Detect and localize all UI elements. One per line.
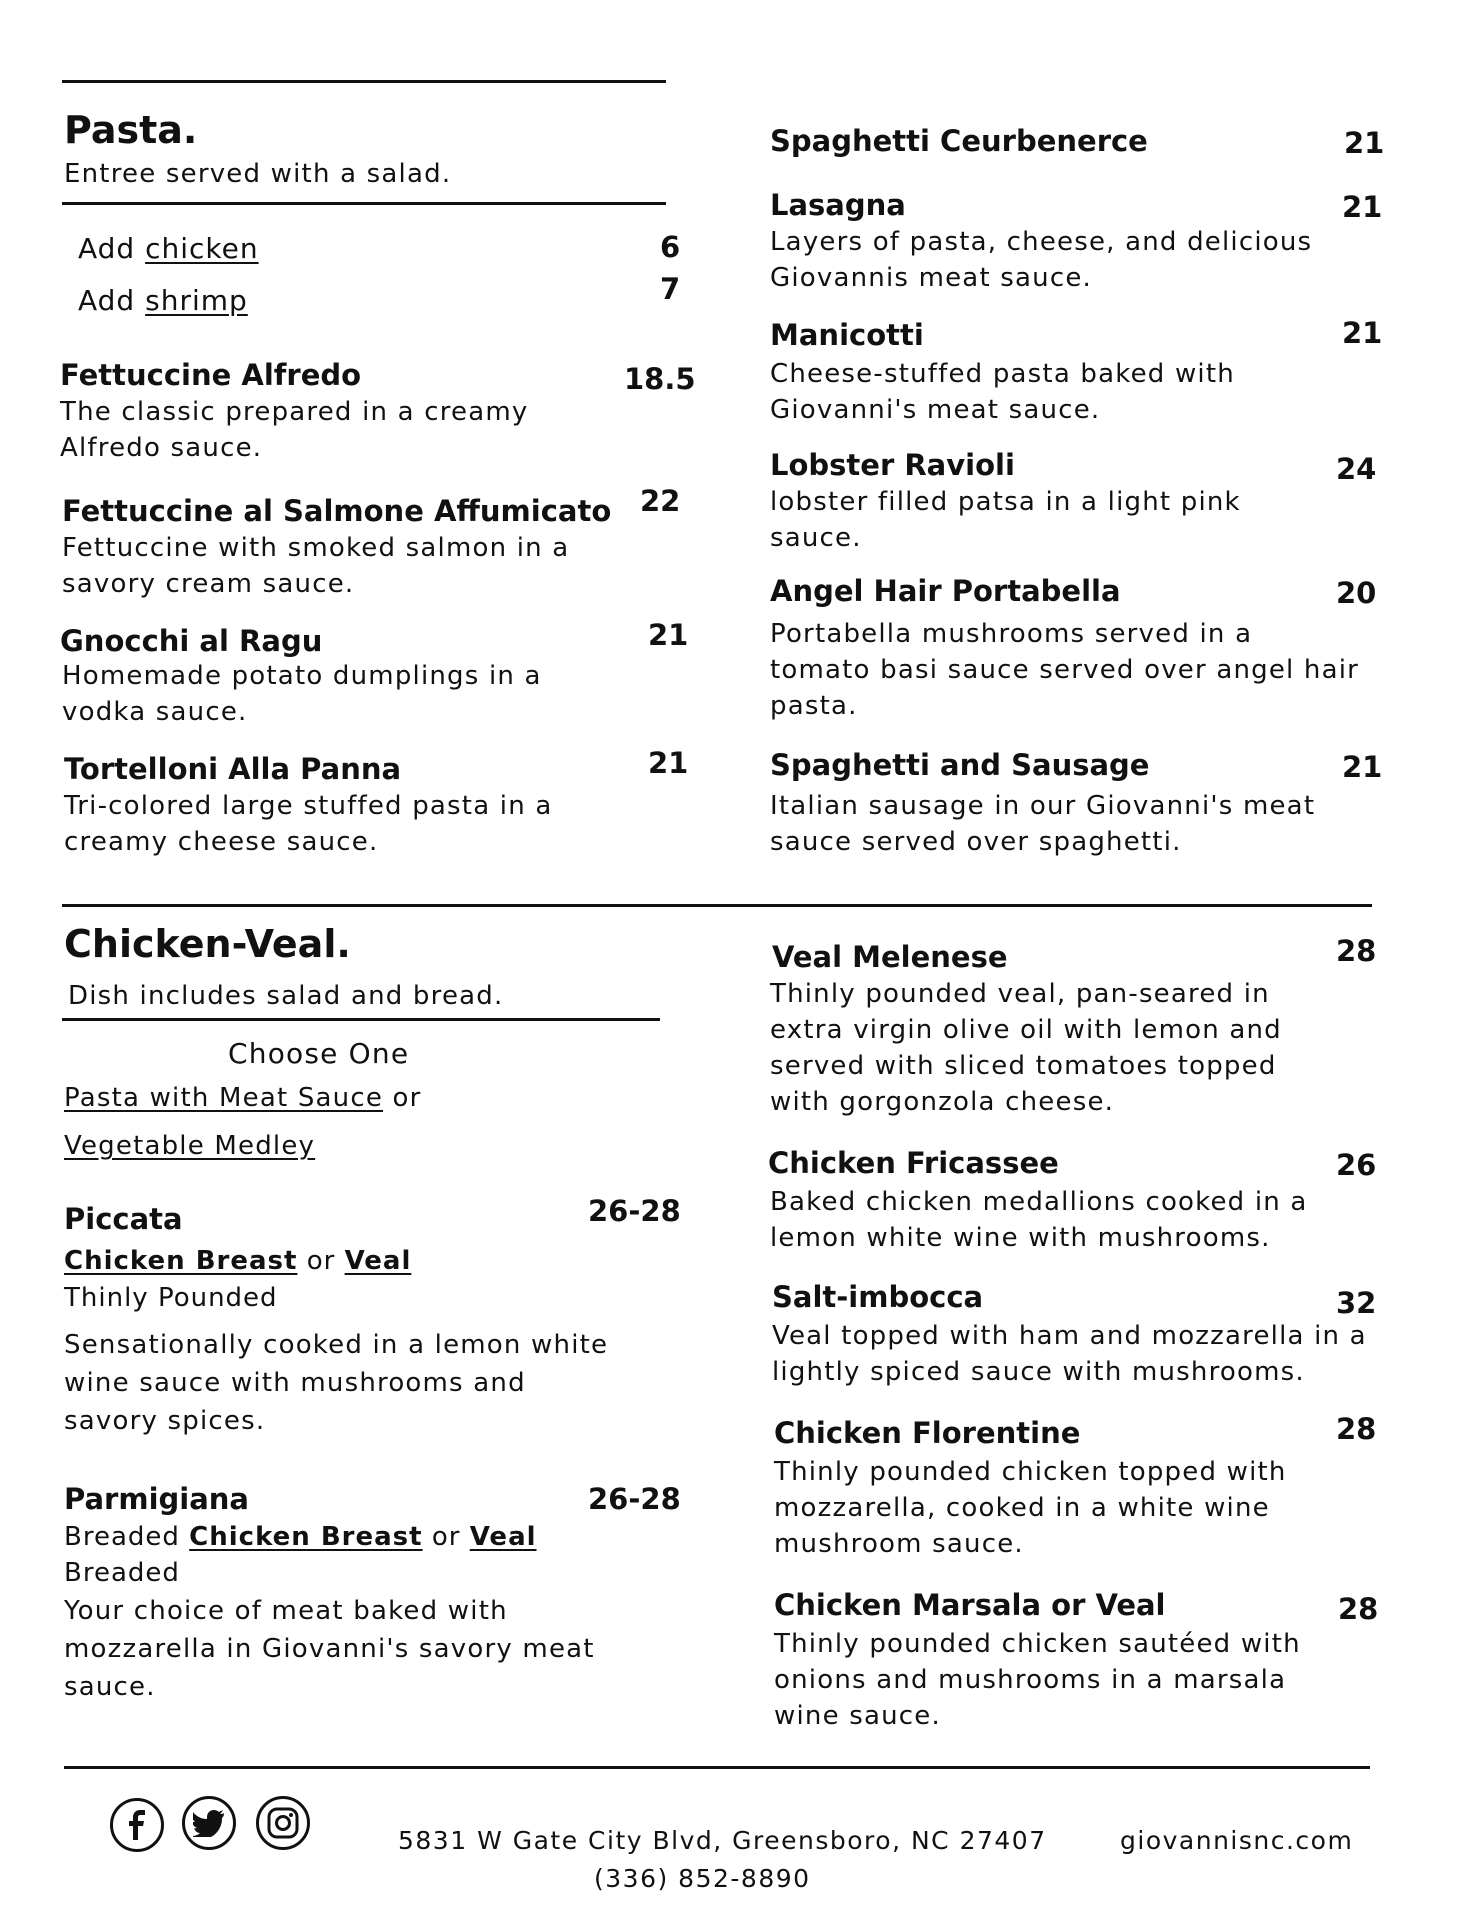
menu-item-desc: Veal topped with ham and mozzarella in a lightly spiced sauce with mushrooms. [772, 1321, 1367, 1387]
chicken-veal-section-title: Chicken-Veal. [64, 922, 351, 966]
menu-item-name: Lobster Ravioli [770, 448, 1015, 482]
menu-item-desc: Sensationally cooked in a lemon white wine sauce with mushrooms and savory spices. [64, 1330, 609, 1436]
menu-item-name: Chicken Fricassee [768, 1146, 1059, 1180]
menu-item-name: Spaghetti and Sausage [770, 748, 1150, 782]
addon-prefix: Add [78, 284, 146, 317]
addon-shrimp [78, 284, 248, 318]
footer-website[interactable]: giovannisnc.com [1120, 1826, 1354, 1855]
twitter-glyph [193, 1809, 225, 1837]
menu-item-price: 21 [648, 618, 689, 652]
menu-item-price: 24 [1336, 452, 1377, 486]
parmigiana-note: Breaded [64, 1558, 180, 1588]
menu-item-name: Veal Melenese [772, 940, 1008, 974]
addon-item: shrimp [145, 284, 248, 317]
side-choice-vegetable [64, 1130, 315, 1162]
instagram-icon[interactable] [256, 1796, 310, 1850]
menu-item-name: Piccata [64, 1202, 183, 1236]
menu-item-price: 28 [1338, 1592, 1379, 1626]
menu-item-name: Tortelloni Alla Panna [64, 752, 402, 786]
menu-item-name: Parmigiana [64, 1482, 249, 1516]
menu-item-desc: The classic prepared in a creamy Alfredo sauce. [60, 397, 529, 463]
menu-item-price: 21 [1342, 190, 1383, 224]
footer-phone: (336) 852-8890 [594, 1864, 811, 1893]
menu-item-desc: Baked chicken medallions cooked in a lemon white wine with mushrooms. [770, 1187, 1308, 1253]
menu-item-desc: Layers of pasta, cheese, and delicious Giovannis meat sauce. [770, 227, 1313, 293]
facebook-icon[interactable] [110, 1798, 164, 1852]
instagram-glyph [267, 1807, 299, 1839]
menu-item-name: Angel Hair Portabella [770, 574, 1121, 608]
variant-veal: Veal [344, 1246, 412, 1276]
choose-one-label: Choose One [228, 1037, 410, 1070]
menu-item-price: 28 [1336, 934, 1377, 968]
piccata-note: Thinly Pounded [64, 1283, 278, 1313]
menu-item-desc: Thinly pounded chicken topped with mozzarella, cooked in a white wine mushroom sauce. [774, 1457, 1287, 1559]
menu-item-price: 21 [648, 746, 689, 780]
menu-item-desc: Your choice of meat baked with mozzarella in Giovanni's savory meat sauce. [64, 1596, 595, 1702]
menu-item-price: 21 [1342, 316, 1383, 350]
side-choice-vegetable-text: Vegetable Medley [64, 1131, 316, 1161]
parmigiana-variant [64, 1520, 537, 1554]
footer-divider [64, 1766, 1370, 1769]
menu-item-name: Spaghetti Ceurbenerce [770, 124, 1148, 158]
menu-item-desc: Portabella mushrooms served in a tomato basi sauce served over angel hair pasta. [770, 619, 1360, 721]
menu-item-price: 32 [1336, 1286, 1377, 1320]
chicken-veal-subtitle: Dish includes salad and bread. [68, 981, 504, 1011]
menu-item-name: Lasagna [770, 188, 906, 222]
menu-item-price: 21 [1342, 750, 1383, 784]
addon-prefix: Add [78, 232, 146, 265]
menu-item-desc: Tri-colored large stuffed pasta in a creamy cheese sauce. [64, 791, 553, 857]
addon-shrimp-price: 7 [660, 272, 681, 306]
menu-item-name: Salt-imbocca [772, 1280, 984, 1314]
menu-item-price: 26 [1336, 1148, 1377, 1182]
menu-item-price: 18.5 [624, 362, 696, 396]
variant-chicken: Chicken Breast [64, 1246, 298, 1276]
addon-item: chicken [145, 232, 259, 265]
menu-item-price: 28 [1336, 1412, 1377, 1446]
facebook-glyph [124, 1810, 150, 1840]
variant-or: or [422, 1522, 470, 1552]
menu-item-name: Chicken Florentine [774, 1416, 1081, 1450]
side-choice-line [64, 1082, 422, 1114]
menu-item-name: Chicken Marsala or Veal [774, 1588, 1166, 1622]
menu-item-desc: Homemade potato dumplings in a vodka sauce. [62, 661, 542, 727]
pasta-subtitle: Entree served with a salad. [64, 159, 452, 189]
menu-item-desc: Italian sausage in our Giovanni's meat sauce served over spaghetti. [770, 791, 1316, 857]
menu-item-name: Manicotti [770, 318, 924, 352]
addon-chicken [78, 232, 259, 266]
piccata-variant [64, 1244, 411, 1278]
menu-item-price: 26-28 [588, 1194, 681, 1228]
twitter-icon[interactable] [182, 1796, 236, 1850]
side-choice-pasta: Pasta with Meat Sauce [64, 1083, 384, 1113]
menu-item-desc: Fettuccine with smoked salmon in a savory cream sauce. [62, 533, 570, 599]
section-divider [62, 904, 1372, 907]
menu-item-desc: Thinly pounded chicken sautéed with onions and mushrooms in a marsala wine sauce. [774, 1629, 1301, 1731]
variant-chicken: Chicken Breast [189, 1522, 423, 1552]
variant-or: or [297, 1246, 345, 1276]
menu-item-price: 21 [1344, 126, 1385, 160]
pasta-section-title: Pasta. [64, 108, 198, 152]
menu-item-desc: lobster filled patsa in a light pink sauce. [770, 487, 1241, 553]
variant-veal: Veal [469, 1522, 537, 1552]
menu-item-desc: Thinly pounded veal, pan-seared in extra virgin olive oil with lemon and served with sliced tomatoes topped with gorgonzola cheese. [770, 979, 1282, 1117]
chicken-veal-sub-divider [62, 1018, 660, 1021]
addon-chicken-price: 6 [660, 230, 681, 264]
pasta-sub-divider [62, 202, 666, 205]
menu-item-price: 20 [1336, 576, 1377, 610]
pasta-top-divider [62, 80, 666, 83]
menu-item-name: Fettuccine Alfredo [60, 358, 362, 392]
menu-item-price: 22 [640, 484, 681, 518]
menu-item-desc: Cheese-stuffed pasta baked with Giovanni's meat sauce. [770, 359, 1235, 425]
side-choice-or: or [383, 1083, 422, 1113]
menu-item-name: Gnocchi al Ragu [60, 624, 323, 658]
variant-prefix: Breaded [64, 1522, 190, 1552]
menu-item-price: 26-28 [588, 1482, 681, 1516]
footer-address: 5831 W Gate City Blvd, Greensboro, NC 27407 [398, 1826, 1047, 1855]
menu-item-name: Fettuccine al Salmone Affumicato [62, 494, 612, 528]
